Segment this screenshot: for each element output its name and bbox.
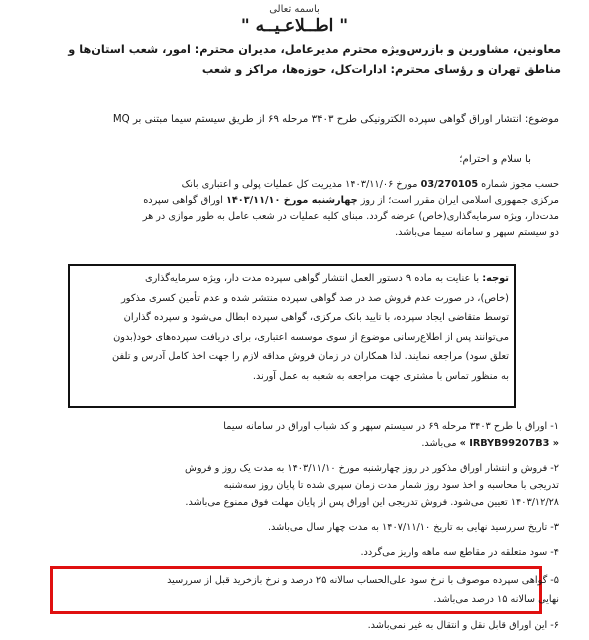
note-line: می‌توانند پس از اطلاع‌رسانی موضوع از سوی موسسه اعتباری، برای دریافت سپرده‌های خود(بدون <box>113 332 509 343</box>
note-line: (خاص)، در صورت عدم فروش صد در صد گواهی سپرده منتشر شده و عدم تأمین کسری مذکور <box>121 293 509 304</box>
list-item-2-cont: ۱۴۰۳/۱۲/۲۸ تعیین می‌شود. فروش تدریجی این اوراق پس از پایان مهلت فوق ممنوع می‌باشد. <box>185 497 559 508</box>
note-line <box>79 269 509 289</box>
list-item-1-cont <box>39 436 559 452</box>
list-item-5-cont: نهایی سالانه ۱۵ درصد می‌باشد. <box>433 594 559 605</box>
start-date-bold: چهارشنبه مورخ ۱۴۰۳/۱۱/۱۰ <box>225 195 358 206</box>
addressees-line-2: مناطق تهران و رؤسای محترم: ادارات‌کل، حوزه‌ها، مراکز و شعب <box>201 63 561 76</box>
list-item-5: ۵- گواهی سپرده موصوف با نرخ سود علی‌الحساب سالانه ۲۵ درصد و نرخ بازخرید قبل از سررسید <box>167 575 559 586</box>
greeting: با سلام و احترام؛ <box>459 154 531 165</box>
body-text: حسب مجوز شماره <box>478 179 559 190</box>
body-paragraph-line: مدت‌دار، ویژه سرمایه‌گذاری(خاص) عرضه گردد. مبنای کلیه عملیات در شعب عامل به طور موازی در هر <box>142 211 559 222</box>
subject-line: موضوع: انتشار اوراق گواهی سپرده الکترونیکی طرح ۳۴۰۳ مرحله ۶۹ از طریق سیستم سیما مبتنی بر MQ <box>112 114 559 125</box>
list-item-2-cont: تدریجی با محاسبه و اخذ سود روز شمار مدت زمان سپری شده تا پایان روز سه‌شنبه <box>223 480 559 491</box>
body-text: مرکزی جمهوری اسلامی ایران مقرر است؛ از روز <box>357 195 559 206</box>
announcement-title: " اطــلاعـیــه " <box>240 16 349 36</box>
body-paragraph-line <box>39 177 559 193</box>
list-item-6: ۶- این اوراق قابل نقل و انتقال به غیر نمی‌باشد. <box>367 620 559 631</box>
note-line: به منظور تماس با مشتری جهت مراجعه به شعبه به عمل آورند. <box>252 371 509 382</box>
body-paragraph-line <box>39 193 559 209</box>
item-text: می‌باشد. <box>421 438 460 449</box>
note-label: توجه: <box>482 273 509 284</box>
body-text: اوراق گواهی سپرده <box>143 195 226 206</box>
list-item-4: ۴- سود متعلقه در مقاطع سه ماهه واریز می‌گردد. <box>360 547 559 558</box>
note-text: با عنایت به ماده ۹ دستور العمل انتشار گواهی سپرده مدت دار، ویژه سرمایه‌گذاری <box>144 273 483 284</box>
list-item-3: ۳- تاریخ سررسید نهایی به تاریخ ۱۴۰۷/۱۱/۱۰ به مدت چهار سال می‌باشد. <box>267 522 559 533</box>
list-item-2: ۲- فروش و انتشار اوراق مذکور در روز چهارشنبه مورخ ۱۴۰۳/۱۱/۱۰ به مدت یک روز و فروش <box>185 463 559 474</box>
bismillah-heading: باسمه تعالی <box>269 4 320 15</box>
body-paragraph-line: دو سیستم سپهر و سامانه سیما می‌باشد. <box>395 227 559 238</box>
isin-code: « IRBYB99207B3 » <box>459 438 559 449</box>
body-text: مورخ ۱۴۰۳/۱۱/۰۶ مدیریت کل عملیات پولی و اعتباری بانک <box>181 179 421 190</box>
list-item-1: ۱- اوراق با طرح ۳۴۰۳ مرحله ۶۹ در سیستم سپهر و کد شباب اوراق در سامانه سیما <box>223 421 559 432</box>
note-line: تعلق سود) مراجعه نمایند. لذا همکاران در زمان فروش مداقه لازم را جهت اخذ کامل آدرس و تلفن <box>112 351 509 362</box>
permit-number: 03/270105 <box>420 179 479 190</box>
note-line: توسط متقاضی ایجاد سپرده، با تایید بانک مرکزی، گواهی سپرده ابطال می‌شود و سپرده گذاران <box>123 312 509 323</box>
addressees-line-1: معاونین، مشاورین و بازرس‌ویژه محترم مدیرعامل، مدیران محترم: امور، شعب استان‌ها و <box>68 43 561 56</box>
